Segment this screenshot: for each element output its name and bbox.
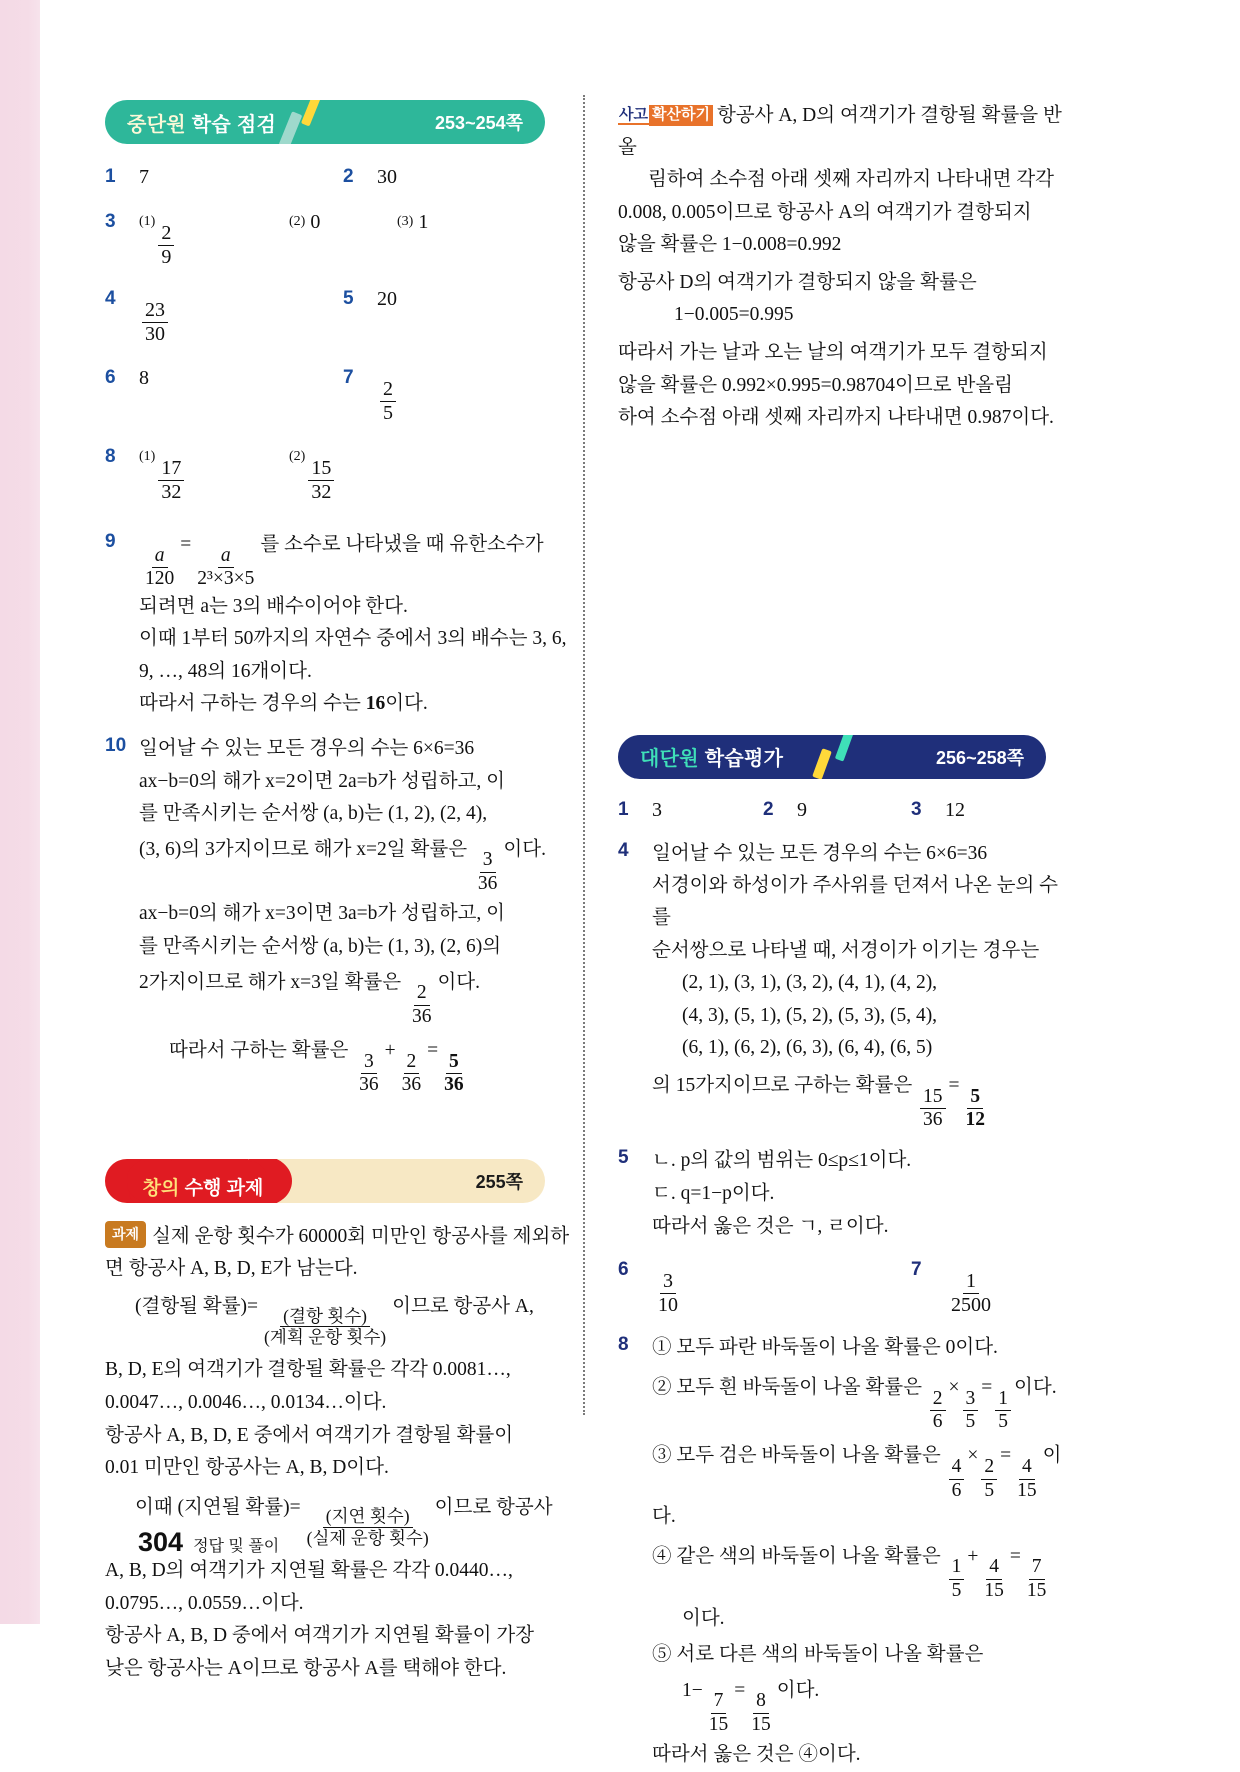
solution-number: 8 — [618, 1334, 629, 1356]
page-footer-label: 정답 및 풀이 — [193, 1538, 280, 1555]
answer-value: 3 — [652, 798, 662, 821]
banner-title-primary: 대단원 — [640, 748, 699, 771]
solution-line: 않을 확률은 1−0.008=0.992 — [618, 234, 842, 256]
answer-value: 20 — [377, 288, 397, 310]
left-column — [105, 100, 570, 1686]
solution-line: ① 모두 파란 바둑돌이 나올 확률은 0이다. — [652, 1337, 998, 1359]
banner-title-secondary: 학습 점검 — [191, 113, 277, 136]
solution-line: (결항될 확률)= $\frac{\text{(결항 횟수)}}{\text{(계획 운항 횟수)}}$ 이므로 항공사 A, — [135, 1295, 534, 1348]
solution-10 — [105, 733, 570, 1097]
banner-page-range: 256~258쪽 — [936, 747, 1024, 768]
answer-number: 7 — [911, 1259, 922, 1281]
solution-line: 이때 1부터 50까지의 자연수 중에서 3의 배수는 3, 6, — [139, 628, 567, 650]
solution-line: 않을 확률은 0.992×0.995=0.98704이므로 반올림 — [618, 374, 1013, 396]
answer-number: 4 — [105, 288, 116, 309]
solution-number: 9 — [105, 531, 116, 552]
answer-value: 30 — [377, 166, 397, 188]
solution-line: 0.008, 0.005이므로 항공사 A의 여객기가 결항되지 — [618, 201, 1032, 223]
section-banner-creative-task — [105, 1159, 545, 1203]
answer-list-mid-check — [105, 166, 570, 503]
solution-line: 되려면 a는 3의 배수이어야 한다. — [139, 595, 408, 617]
solution-line: (3, 6)의 3가지이므로 해가 x=2일 확률은 $\frac{3}{36}$ 이다. — [139, 838, 546, 894]
solution-line: ④ 같은 색의 바둑돌이 나올 확률은 $\frac{1}{5}$ + $\frac{4}{15}$ = $\frac{7}{15}$ — [652, 1545, 1047, 1601]
answer-number: 3 — [911, 798, 922, 820]
solution-line: 따라서 옳은 것은 ㄱ, ㄹ이다. — [652, 1215, 889, 1237]
answer-value: 8 — [139, 367, 149, 389]
solution-line: (4, 3), (5, 1), (5, 2), (5, 3), (5, 4), — [682, 1004, 938, 1026]
answer-value: $^{(3)}$ 1 — [397, 211, 429, 233]
answer-value: $^{(1)}$ $\frac{17}{32}$ — [131, 446, 281, 503]
right-column — [618, 100, 1073, 1772]
solution-line: 이다. — [682, 1608, 725, 1630]
answer-list-unit-eval — [618, 799, 1073, 822]
solution-number: 10 — [105, 734, 127, 756]
banner-title — [640, 742, 783, 771]
solution-line: 과제 실제 운항 횟수가 60000회 미만인 항공사를 제외하 — [105, 1221, 570, 1253]
answer-number: 1 — [618, 798, 629, 820]
solution-line: (6, 1), (6, 2), (6, 3), (6, 4), (6, 5) — [682, 1037, 933, 1059]
banner-title-primary: 창의 — [142, 1178, 180, 1200]
answer-value: $^{(2)}$ 0 — [289, 211, 321, 233]
solution-line: 따라서 구하는 확률은 $\frac{3}{36}$ + $\frac{2}{36}$ = $\frac{5}{36}$ — [169, 1040, 464, 1096]
section-banner-mid-check — [105, 100, 545, 144]
solution-body — [131, 529, 570, 721]
solution-line: B, D, E의 여객기가 결항될 확률은 각각 0.0081…, — [105, 1359, 511, 1381]
answer-page — [50, 0, 1240, 1766]
solution-5 — [618, 1145, 1073, 1243]
solution-line: 의 15가지이므로 구하는 확률은 $\frac{15}{36}$ = $\frac{5}{12}$ — [652, 1074, 986, 1131]
answer-value: $\frac{23}{30}$ — [131, 288, 171, 345]
answer-value: $\frac{3}{10}$ — [658, 1270, 678, 1317]
answer-number: 5 — [343, 288, 354, 309]
solution-line: 0.0795…, 0.0559…이다. — [105, 1592, 304, 1614]
answer-number: 2 — [343, 166, 354, 187]
solution-line: ㄷ. q=1−p이다. — [652, 1183, 775, 1205]
solution-line: 면 항공사 A, B, D, E가 남는다. — [105, 1258, 358, 1280]
solution-line: ② 모두 흰 바둑돌이 나올 확률은 $\frac{2}{6}$ × $\frac{3}{5}$ = $\frac{1}{5}$ 이다. — [652, 1376, 1057, 1432]
banner-title — [105, 1159, 301, 1203]
solution-line: ax−b=0의 해가 x=3이면 3a=b가 성립하고, 이 — [139, 903, 506, 925]
banner-page-range: 255쪽 — [475, 1171, 523, 1192]
answer-row — [618, 799, 1073, 822]
solution-line: 를 만족시키는 순서쌍 (a, b)는 (1, 3), (2, 6)의 — [139, 935, 502, 957]
task-tag: 과제 — [105, 1221, 146, 1248]
solution-number: 5 — [618, 1147, 629, 1169]
solution-line: A, B, D의 여객기가 지연될 확률은 각각 0.0440…, — [105, 1560, 513, 1582]
banner-title-secondary: 학습평가 — [704, 748, 784, 771]
answer-value: $^{(2)}$ $\frac{15}{32}$ — [281, 446, 337, 503]
solution-line: 2가지이므로 해가 x=3일 확률은 $\frac{2}{36}$ 이다. — [139, 971, 481, 1027]
solution-line: 순서쌍으로 나타낼 때, 서경이가 이기는 경우는 — [652, 939, 1040, 961]
solution-line: 항공사 A, B, D, E 중에서 여객기가 결항될 확률이 — [105, 1424, 514, 1446]
answer-row — [105, 446, 570, 503]
solution-body — [131, 733, 570, 1097]
banner-slash-teal-icon — [835, 735, 854, 762]
answer-row — [105, 166, 570, 189]
solution-line: 를 만족시키는 순서쌍 (a, b)는 (1, 2), (2, 4), — [139, 803, 488, 825]
answer-number: 6 — [618, 1259, 629, 1281]
answer-row — [105, 211, 570, 268]
solution-line: 1− $\frac{7}{15}$ = $\frac{8}{15}$ 이다. — [682, 1679, 820, 1735]
solution-line: 항공사 A, B, D 중에서 여객기가 지연될 확률이 가장 — [105, 1625, 534, 1647]
solution-line: 서경이와 하성이가 주사위를 던져서 나온 눈의 수를 — [652, 875, 1058, 928]
solution-line: 하여 소수점 아래 셋째 자리까지 나타내면 0.987이다. — [618, 407, 1054, 429]
solution-line: 림하여 소수점 아래 셋째 자리까지 나타내면 각각 — [648, 169, 1054, 191]
solution-line: 따라서 가는 날과 오는 날의 여객기가 모두 결항되지 — [618, 342, 1048, 364]
page-edge-gutter — [40, 0, 50, 1624]
answer-value: 7 — [139, 166, 149, 188]
column-divider — [583, 95, 585, 1415]
thought-expand-tag — [618, 103, 713, 127]
solution-9 — [105, 529, 570, 721]
solution-8 — [618, 1332, 1073, 1772]
banner-title — [127, 108, 276, 137]
solution-line: (2, 1), (3, 1), (3, 2), (4, 1), (4, 2), — [682, 972, 938, 994]
solution-body — [105, 1221, 570, 1686]
solution-line: 사고 확산하기 항공사 A, D의 여객기가 결항될 확률을 반올 — [618, 105, 1062, 158]
section-banner-unit-eval — [618, 735, 1046, 779]
solution-body — [644, 1145, 1073, 1243]
page-footer — [138, 1527, 279, 1558]
answer-value: 9 — [797, 798, 807, 821]
solution-line: 항공사 D의 여객기가 결항되지 않을 확률은 — [618, 271, 977, 293]
answer-number: 2 — [763, 798, 774, 820]
answer-number: 3 — [105, 211, 116, 232]
page-number: 304 — [138, 1527, 184, 1557]
answer-row — [105, 367, 570, 424]
answer-row — [105, 288, 570, 345]
solution-body — [644, 1332, 1073, 1772]
answer-number: 6 — [105, 367, 116, 388]
solution-body — [644, 838, 1073, 1132]
answer-row — [618, 1259, 1073, 1316]
banner-slash-yellow-icon — [301, 100, 322, 126]
solution-creative-task — [105, 1221, 570, 1686]
answer-value: $^{(1)}$ $\frac{2}{9}$ — [131, 211, 281, 268]
solution-line: ax−b=0의 해가 x=2이면 2a=b가 성립하고, 이 — [139, 770, 506, 792]
solution-line: 따라서 구하는 경우의 수는 16이다. — [139, 693, 428, 715]
banner-page-range: 253~254쪽 — [435, 113, 523, 133]
solution-line: $\frac{a}{120}$ = $\frac{a}{\text{2³×3×5}}$ 를 소수로 나타냈을 때 유한소수가 — [145, 534, 544, 590]
solution-line: ③ 모두 검은 바둑돌이 나올 확률은 $\frac{4}{6}$ × $\frac{2}{5}$ = $\frac{4}{15}$ 이다. — [652, 1445, 1062, 1528]
banner-title-primary: 중단원 — [127, 113, 186, 136]
banner-slash-grey-icon — [279, 111, 303, 144]
answer-value: $\frac{2}{5}$ — [369, 367, 399, 424]
solution-line: 9, …, 48의 16개이다. — [139, 660, 312, 682]
tag-part-b: 확산하기 — [649, 105, 713, 126]
solution-line: 따라서 옳은 것은 ④이다. — [652, 1744, 861, 1766]
solution-line: 0.0047…, 0.0046…, 0.0134…이다. — [105, 1392, 387, 1414]
solution-thought-expand — [618, 100, 1073, 435]
solution-line: 낮은 항공사는 A이므로 항공사 A를 택해야 한다. — [105, 1658, 507, 1679]
answer-number: 8 — [105, 446, 116, 467]
page-edge-decoration — [0, 0, 40, 1624]
solution-number: 4 — [618, 839, 629, 861]
solution-line: 1−0.005=0.995 — [674, 304, 794, 326]
solution-4 — [618, 838, 1073, 1132]
solution-line: 일어날 수 있는 모든 경우의 수는 6×6=36 — [652, 842, 988, 864]
solution-body — [618, 100, 1073, 435]
solution-line: 일어날 수 있는 모든 경우의 수는 6×6=36 — [139, 737, 475, 759]
answer-value: $\frac{1}{2500}$ — [951, 1270, 991, 1317]
banner-slash-yellow-icon — [812, 748, 832, 779]
answer-number: 1 — [105, 166, 116, 187]
solution-line: ㄴ. p의 값의 범위는 0≤p≤1이다. — [652, 1150, 912, 1172]
solution-line: 0.01 미만인 항공사는 A, B, D이다. — [105, 1457, 389, 1479]
solution-line: 이때 (지연될 확률)= $\frac{\text{(지연 횟수)}}{\text{(실제 운항 횟수)}}$ 이므로 항공사 — [135, 1496, 553, 1548]
solution-line: ⑤ 서로 다른 색의 바둑돌이 나올 확률은 — [652, 1643, 984, 1665]
tag-part-a: 사고 — [619, 106, 648, 123]
answer-number: 7 — [343, 367, 354, 388]
answer-value: 12 — [945, 798, 965, 821]
banner-title-secondary: 수행 과제 — [184, 1178, 264, 1200]
